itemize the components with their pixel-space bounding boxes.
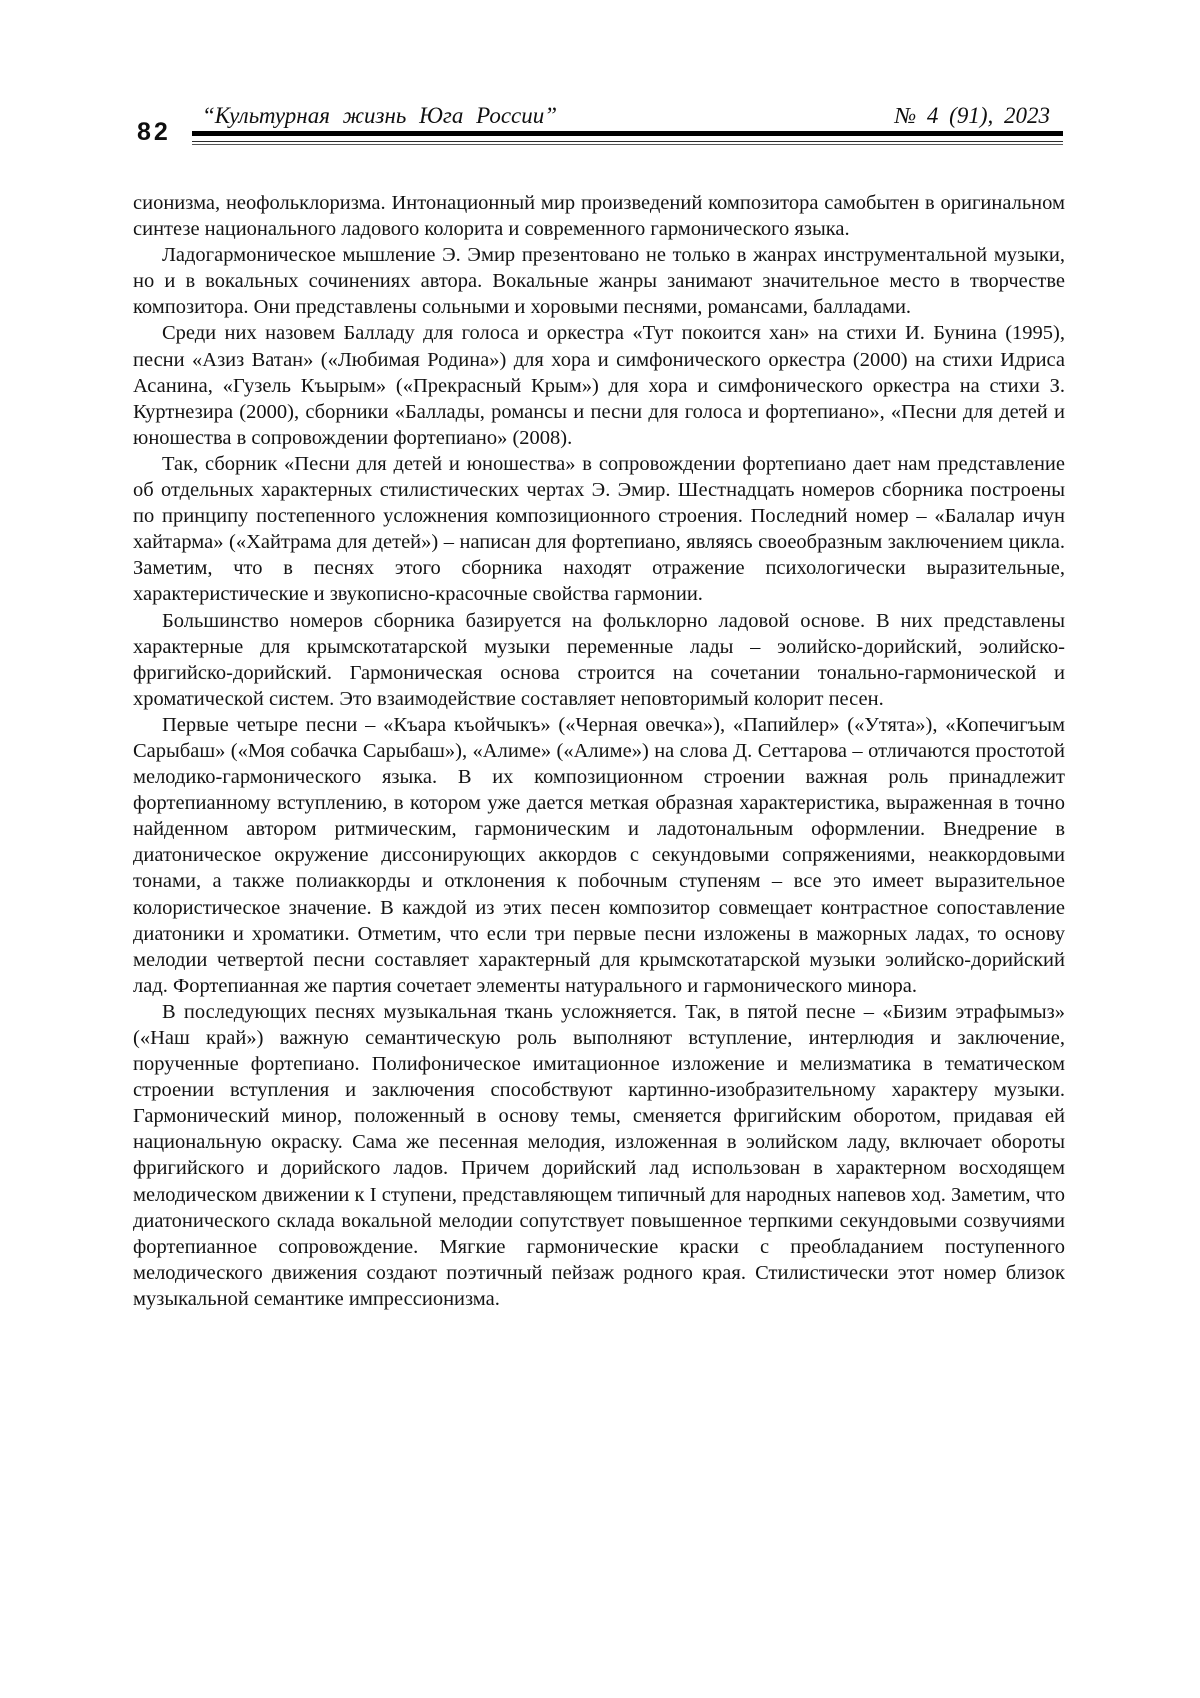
paragraph: В последующих песнях музыкальная ткань усложняется. Так, в пятой песне – «Бизим этрафымыз» («Наш край») важную семантическую роль выполняют вступление, интерлюдия и заключение, порученные фортепиано. Полифоническое имитационное изложение и мелизматика в тематическом строении вступления и заключения способствуют картинно-изобразительному характеру музыки. Гармонический минор, положенный в основу темы, сменяется фригийским оборотом, придавая ей национальную окраску. Сама же песенная мелодия, изложенная в эолийском ладу, включает обороты фригийского и дорийского ладов. Причем дорийский лад использован в характерном восходящем мелодическом движении к I ступени, представляющем типичный для народных напевов ход. Заметим, что диатонического склада вокальной мелодии сопутствует повышенное терпкими секундовыми созвучиями фортепианное сопровождение. Мягкие гармонические краски с преобладанием поступенного мелодического движения создают поэтичный пейзаж родного края. Стилистически этот номер близок музыкальной семантике импрессионизма. bbox=[133, 1000, 1065, 1310]
journal-title: “Культурная жизнь Юга России” bbox=[202, 103, 558, 128]
page-number: 82 bbox=[137, 118, 171, 146]
header-rule-thin-line-2 bbox=[192, 144, 1063, 145]
header-rule bbox=[192, 131, 1063, 145]
issue-number: № 4 (91), 2023 bbox=[894, 103, 1050, 128]
header-rule-thin-line bbox=[192, 141, 1063, 142]
header-rule-thick-line bbox=[192, 131, 1063, 136]
paragraph: Так, сборник «Песни для детей и юношества» в сопровождении фортепиано дает нам представление об отдельных характерных стилистических чертах Э. Эмир. Шестнадцать номеров сборника построены по принципу постепенного усложнения композиционного строения. Последний номер – «Балалар ичун хайтарма» («Хайтрама для детей») – написан для фортепиано, являясь своеобразным заключением цикла. Заметим, что в песнях этого сборника находят отражение психологически выразительные, характеристические и звукописно-красочные свойства гармонии. bbox=[133, 452, 1065, 606]
paragraph: Первые четыре песни – «Къара къойчыкъ» («Черная овечка»), «Папийлер» («Утята»), «Копечигъым Сарыбаш» («Моя собачка Сарыбаш»), «Алиме» («Алиме») на слова Д. Сеттарова – отличаются простотой мелодико-гармонического языка. В их композиционном строении важная роль принадлежит фортепианному вступлению, в котором уже дается меткая образная характеристика, выраженная в точно найденном автором ритмическим, гармоническим и ладотональным оформлении. Внедрение в диатоническое окружение диссонирующих аккордов с секундовыми сопряжениями, неаккордовыми тонами, а также полиаккорды и отклонения к побочным ступеням – все это имеет выразительное колористическое значение. В каждой из этих песен композитор совмещает контрастное сопоставление диатоники и хроматики. Отметим, что если три первые песни изложены в мажорных ладах, то основу мелодии четвертой песни составляет характерный для крымскотатарской музыки эолийско-дорийский лад. Фортепианная же партия сочетает элементы натурального и гармонического минора. bbox=[133, 713, 1065, 997]
paragraph: Большинство номеров сборника базируется на фольклорно ладовой основе. В них представлены характерные для крымскотатарской музыки переменные лады – эолийско-дорийский, эолийско-фригийско-дорийский. Гармоническая основа строится на сочетании тонально-гармонической и хроматической систем. Это взаимодействие составляет неповторимый колорит песен. bbox=[133, 609, 1065, 710]
paragraph: сионизма, неофольклоризма. Интонационный мир произведений композитора самобытен в оригинальном синтезе национального ладового колорита и современного гармонического языка. bbox=[133, 192, 1065, 241]
article-text bbox=[133, 190, 1065, 1312]
paragraph: Ладогармоническое мышление Э. Эмир презентовано не только в жанрах инструментальной музыки, но и в вокальных сочинениях автора. Вокальные жанры занимают значительное место в творчестве композитора. Они представлены сольными и хоровыми песнями, романсами, балладами. bbox=[133, 244, 1065, 319]
paragraph: Среди них назовем Балладу для голоса и оркестра «Тут покоится хан» на стихи И. Бунина (1995), песни «Азиз Ватан» («Любимая Родина») для хора и симфонического оркестра (2000) на стихи Идриса Асанина, «Гузель Къырым» («Прекрасный Крым») для хора и симфонического оркестра на стихи З. Куртнезира (2000), сборники «Баллады, романсы и песни для голоса и фортепиано», «Песни для детей и юношества в сопровождении фортепиано» (2008). bbox=[133, 322, 1065, 449]
